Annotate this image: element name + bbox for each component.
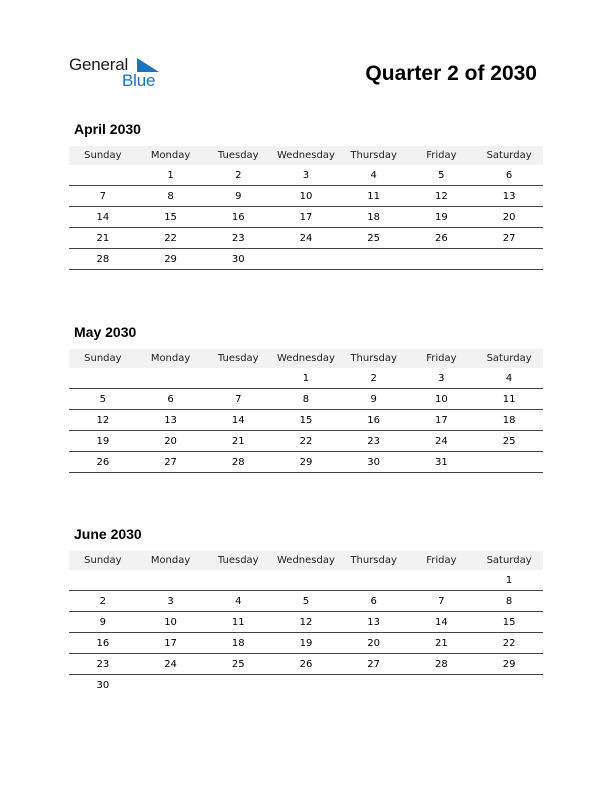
logo-triangle-icon [137, 58, 159, 72]
day-cell: 8 [475, 591, 543, 612]
empty-day-cell [272, 570, 340, 591]
day-cell: 7 [69, 186, 137, 207]
empty-day-cell [475, 675, 543, 696]
day-cell: 22 [272, 431, 340, 452]
day-cell: 6 [475, 165, 543, 186]
weekday-header: Sunday [84, 353, 122, 364]
day-cell: 8 [137, 186, 205, 207]
day-cell: 21 [408, 633, 476, 654]
empty-day-cell [204, 368, 272, 389]
weekday-header: Sunday [84, 555, 122, 566]
day-cell: 7 [408, 591, 476, 612]
day-cell: 19 [272, 633, 340, 654]
empty-day-cell [137, 368, 205, 389]
day-cell: 15 [475, 612, 543, 633]
day-cell: 29 [272, 452, 340, 473]
day-cell: 17 [408, 410, 476, 431]
day-cell: 18 [475, 410, 543, 431]
day-cell: 16 [204, 207, 272, 228]
month-title: May 2030 [74, 324, 137, 340]
day-cell: 30 [96, 679, 110, 691]
day-cell: 29 [475, 654, 543, 675]
day-cell: 27 [137, 452, 205, 473]
day-cell: 8 [272, 389, 340, 410]
empty-day-cell [408, 249, 476, 270]
day-cell: 14 [204, 410, 272, 431]
empty-day-cell [137, 570, 205, 591]
day-cell: 1 [137, 165, 205, 186]
day-cell: 24 [408, 431, 476, 452]
month-june [69, 525, 543, 695]
day-cell: 27 [340, 654, 408, 675]
day-cell: 11 [340, 186, 408, 207]
day-cell: 2 [340, 368, 408, 389]
calendar-table [69, 146, 543, 270]
day-cell: 4 [340, 165, 408, 186]
day-cell: 27 [475, 228, 543, 249]
logo-text-blue: Blue [122, 71, 156, 90]
day-cell: 19 [69, 431, 137, 452]
week-row [69, 654, 543, 675]
day-cell: 20 [475, 207, 543, 228]
page-title: Quarter 2 of 2030 [365, 62, 537, 85]
empty-day-cell [340, 249, 408, 270]
day-cell: 14 [69, 207, 137, 228]
day-cell: 4 [204, 591, 272, 612]
day-cell: 13 [475, 186, 543, 207]
day-cell: 12 [272, 612, 340, 633]
day-cell: 26 [272, 654, 340, 675]
day-cell: 23 [69, 654, 137, 675]
weekday-header: Monday [150, 150, 191, 161]
day-cell: 13 [137, 410, 205, 431]
day-cell: 6 [137, 389, 205, 410]
day-cell: 28 [408, 654, 476, 675]
empty-day-cell [137, 675, 205, 696]
weekday-header: Tuesday [217, 150, 259, 161]
week-row [69, 431, 543, 452]
day-cell: 5 [272, 591, 340, 612]
day-cell: 28 [204, 452, 272, 473]
empty-day-cell [69, 165, 137, 186]
day-cell: 18 [204, 633, 272, 654]
day-cell: 23 [204, 228, 272, 249]
day-cell: 18 [340, 207, 408, 228]
day-cell: 16 [340, 410, 408, 431]
day-cell: 2 [69, 591, 137, 612]
day-cell: 26 [408, 228, 476, 249]
day-cell: 26 [69, 452, 137, 473]
day-cell: 24 [137, 654, 205, 675]
weekday-header-row [69, 146, 543, 165]
day-cell: 6 [340, 591, 408, 612]
day-cell: 30 [204, 249, 272, 270]
week-row [69, 368, 543, 389]
day-cell: 15 [137, 207, 205, 228]
empty-day-cell [272, 249, 340, 270]
day-cell: 5 [69, 389, 137, 410]
day-cell: 29 [137, 249, 205, 270]
day-cell: 17 [272, 207, 340, 228]
week-row [69, 633, 543, 654]
empty-day-cell [340, 570, 408, 591]
week-row [69, 249, 543, 270]
day-cell: 30 [340, 452, 408, 473]
empty-day-cell [69, 570, 137, 591]
empty-day-cell [204, 675, 272, 696]
weekday-header: Tuesday [217, 353, 259, 364]
week-row [69, 675, 543, 696]
week-row [69, 591, 543, 612]
month-title: June 2030 [74, 526, 142, 542]
weekday-header: Tuesday [217, 555, 259, 566]
weekday-header: Sunday [84, 150, 122, 161]
day-cell: 10 [137, 612, 205, 633]
day-cell: 25 [475, 431, 543, 452]
weekday-header: Thursday [350, 353, 397, 364]
generalblue-logo [69, 55, 169, 95]
day-cell: 11 [204, 612, 272, 633]
day-cell: 19 [408, 207, 476, 228]
day-cell: 9 [204, 186, 272, 207]
day-cell: 15 [272, 410, 340, 431]
week-row [69, 186, 543, 207]
week-row [69, 207, 543, 228]
empty-day-cell [408, 570, 476, 591]
day-cell: 22 [137, 228, 205, 249]
day-cell: 1 [475, 570, 543, 591]
empty-day-cell [204, 570, 272, 591]
weekday-header: Thursday [350, 150, 397, 161]
week-row [69, 389, 543, 410]
weekday-header: Friday [426, 353, 457, 364]
weekday-header: Friday [426, 555, 457, 566]
day-cell: 3 [137, 591, 205, 612]
day-cell: 23 [340, 431, 408, 452]
weekday-header: Wednesday [277, 555, 335, 566]
month-may [69, 323, 543, 473]
calendar-table [69, 349, 543, 473]
day-cell: 12 [408, 186, 476, 207]
weekday-header: Thursday [350, 555, 397, 566]
weekday-header: Wednesday [277, 150, 335, 161]
day-cell: 13 [340, 612, 408, 633]
day-cell: 5 [408, 165, 476, 186]
day-cell: 4 [475, 368, 543, 389]
calendar-table [69, 551, 543, 695]
week-row [69, 570, 543, 591]
day-cell: 11 [475, 389, 543, 410]
weekday-header-row [69, 349, 543, 368]
weekday-header-row [69, 551, 543, 570]
day-cell: 22 [475, 633, 543, 654]
day-cell: 24 [272, 228, 340, 249]
weekday-header: Monday [150, 353, 191, 364]
week-row [69, 165, 543, 186]
day-cell: 14 [408, 612, 476, 633]
day-cell: 9 [340, 389, 408, 410]
day-cell: 1 [272, 368, 340, 389]
empty-day-cell [408, 675, 476, 696]
weekday-header: Friday [426, 150, 457, 161]
day-cell: 28 [69, 249, 137, 270]
day-cell: 10 [272, 186, 340, 207]
day-cell: 25 [340, 228, 408, 249]
day-cell: 21 [204, 431, 272, 452]
logo-text-general: General [69, 55, 129, 74]
day-cell: 21 [69, 228, 137, 249]
day-cell: 16 [69, 633, 137, 654]
day-cell: 3 [408, 368, 476, 389]
day-cell: 12 [69, 410, 137, 431]
day-cell: 20 [340, 633, 408, 654]
day-cell: 25 [204, 654, 272, 675]
day-cell: 9 [69, 612, 137, 633]
day-cell: 31 [408, 452, 476, 473]
day-cell: 10 [408, 389, 476, 410]
week-row [69, 228, 543, 249]
month-april [69, 120, 543, 270]
weekday-header: Saturday [486, 353, 532, 364]
week-row [69, 452, 543, 473]
month-title: April 2030 [74, 121, 141, 137]
week-row [69, 410, 543, 431]
weekday-header: Saturday [486, 555, 532, 566]
day-cell: 7 [204, 389, 272, 410]
weekday-header: Wednesday [277, 353, 335, 364]
empty-day-cell [475, 452, 543, 473]
empty-day-cell [475, 249, 543, 270]
empty-day-cell [69, 368, 137, 389]
weekday-header: Saturday [486, 150, 532, 161]
day-cell: 2 [204, 165, 272, 186]
day-cell: 17 [137, 633, 205, 654]
day-cell: 20 [137, 431, 205, 452]
empty-day-cell [340, 675, 408, 696]
week-row [69, 612, 543, 633]
empty-day-cell [272, 675, 340, 696]
day-cell: 3 [272, 165, 340, 186]
weekday-header: Monday [150, 555, 191, 566]
